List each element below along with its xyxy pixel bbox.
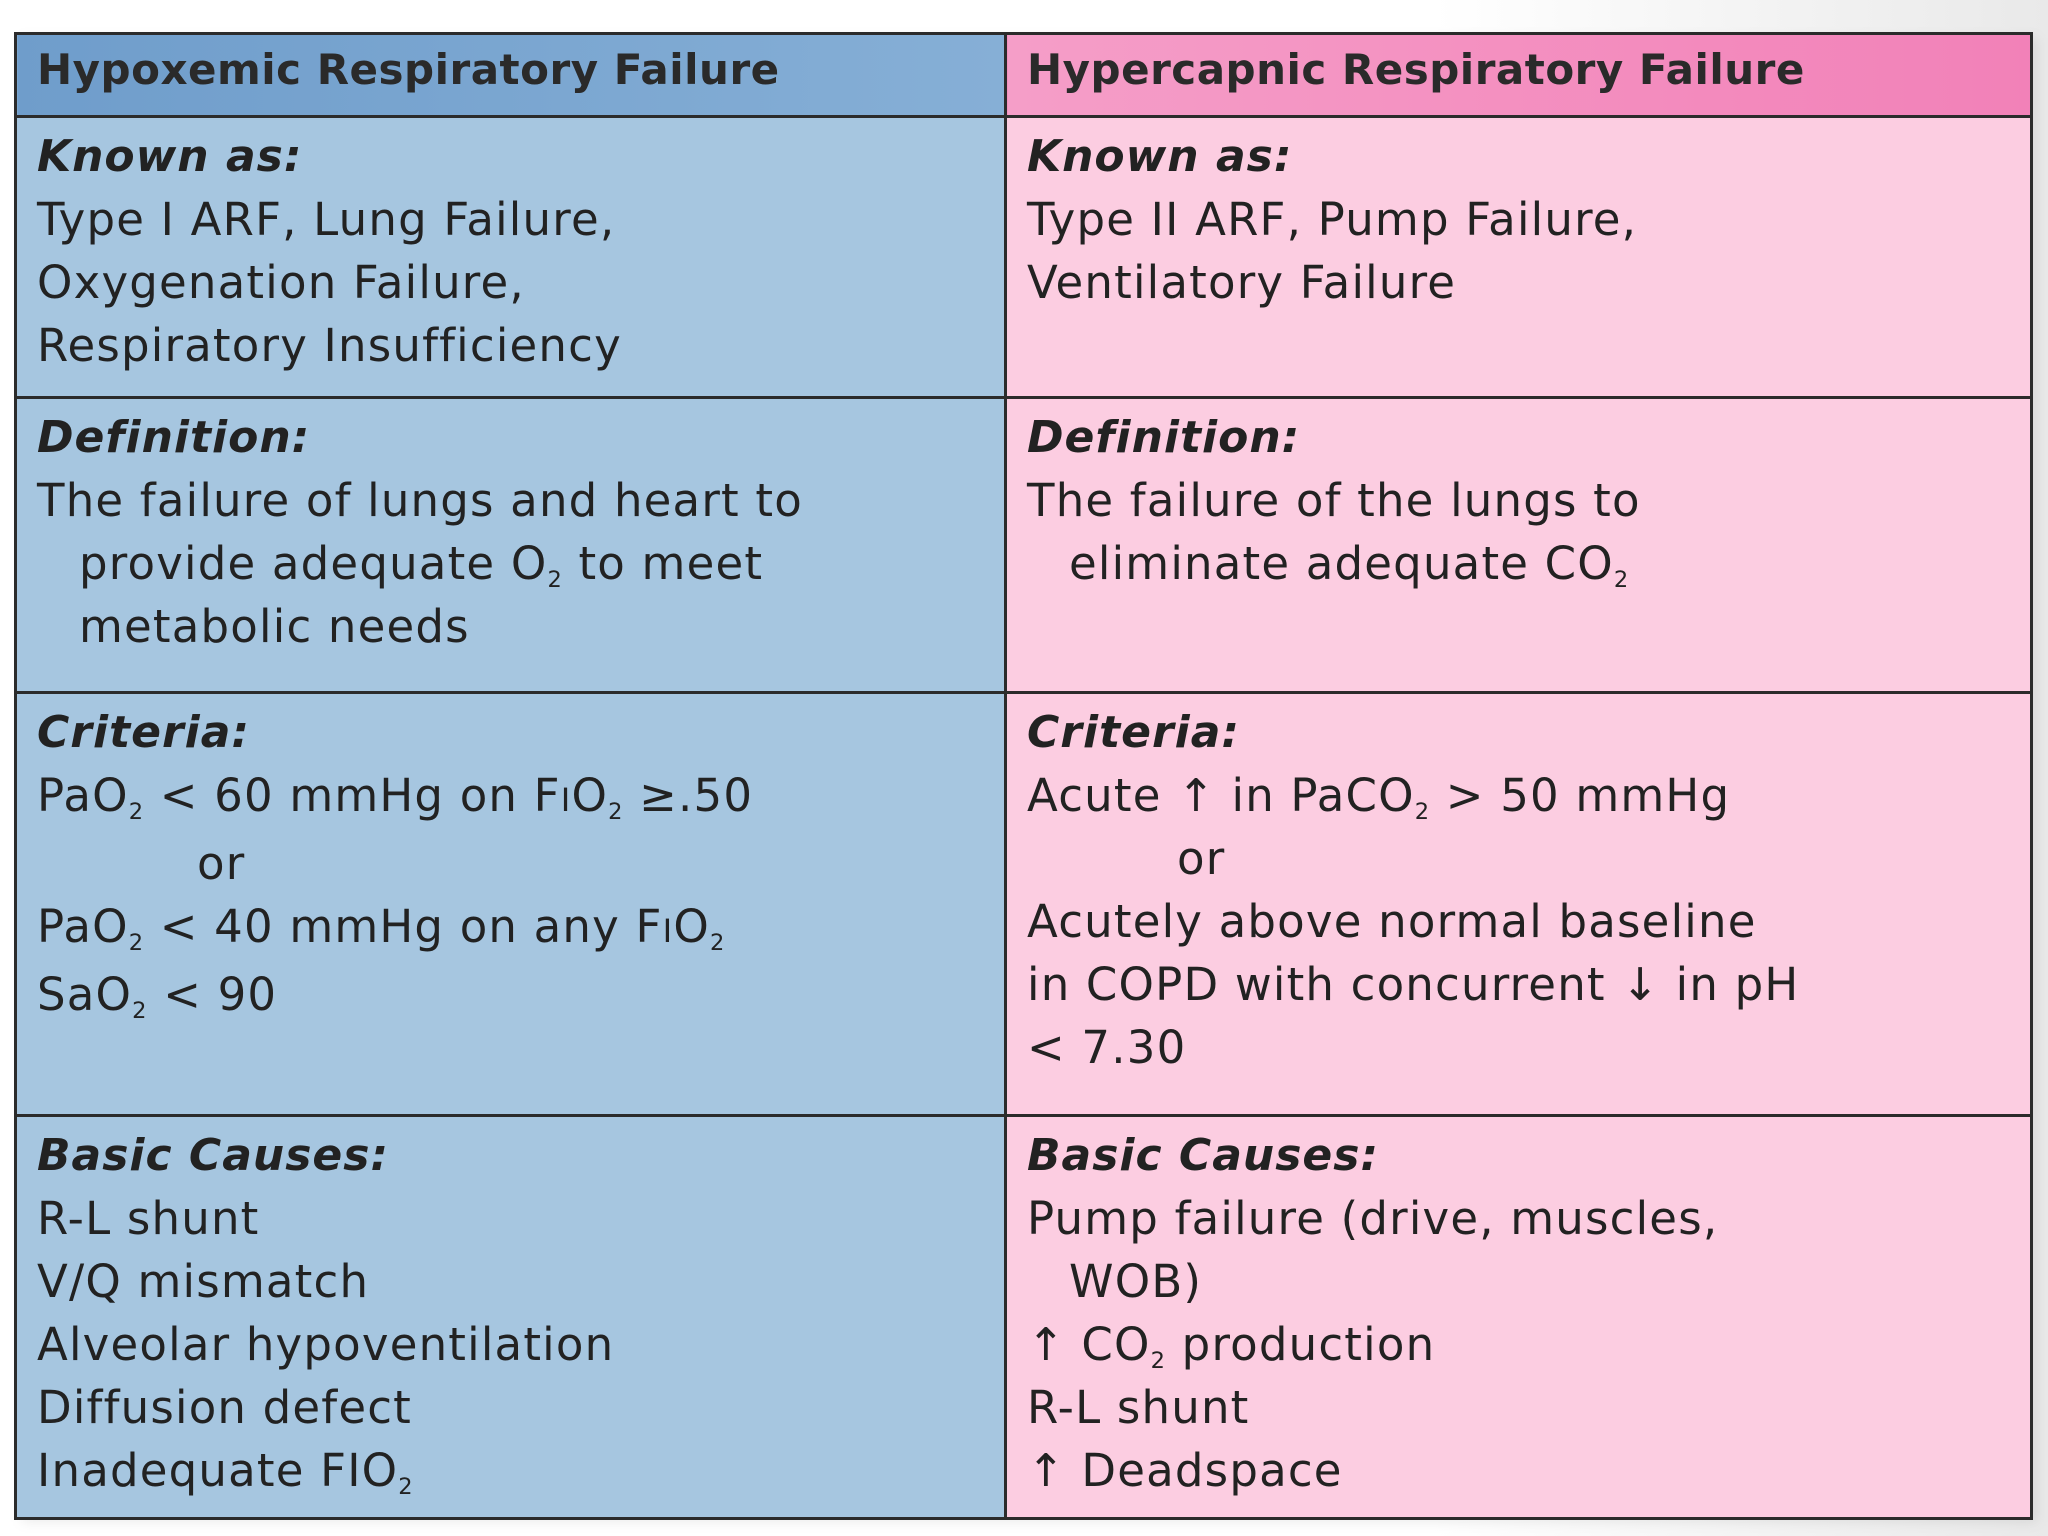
criteria-line: in COPD with concurrent ↓ in pH: [1027, 958, 1800, 1011]
criteria-line: Acutely above normal baseline: [1027, 895, 1757, 948]
table-row-definition: [16, 398, 2032, 693]
criteria-or: or: [197, 837, 246, 890]
cause-item: Pump failure (drive, muscles,: [1027, 1192, 1719, 1245]
criteria-line: < 7.30: [1027, 1021, 1187, 1074]
cause-item: R-L shunt: [37, 1192, 260, 1245]
cell-criteria-hypercapnic: [1006, 693, 2032, 1116]
header-hypoxemic: [16, 34, 1006, 117]
table-row-basic-causes: [16, 1116, 2032, 1519]
table-row-known-as: [16, 117, 2032, 398]
criteria-line: Acute ↑ in PaCO$_2$ > 50 mmHg: [1027, 769, 1731, 825]
header-row: [16, 34, 2032, 117]
criteria-line: SaO$_2$ < 90: [37, 968, 278, 1024]
known-as-line: Type II ARF, Pump Failure,: [1027, 193, 1638, 246]
criteria-line: PaO$_2$ < 60 mmHg on $FIO_2 \ge.50$: [37, 769, 754, 825]
cause-item: R-L shunt: [1027, 1381, 1250, 1434]
cause-item: ↑ $CO_2$ production: [1027, 1318, 1436, 1374]
respiratory-failure-comparison-table: [14, 32, 2033, 1520]
cell-known-as-hypercapnic: [1006, 117, 2032, 398]
known-as-label: Known as:: [1027, 131, 1293, 182]
known-as-line: Oxygenation Failure,: [37, 256, 525, 309]
table-row-criteria: [16, 693, 2032, 1116]
cell-causes-hypoxemic: [16, 1116, 1006, 1519]
definition-line: metabolic needs: [79, 600, 470, 653]
basic-causes-label: Basic Causes:: [37, 1130, 390, 1181]
definition-line: provide adequate $O_2$ to meet: [79, 537, 764, 593]
cell-causes-hypercapnic: [1006, 1116, 2032, 1519]
cause-item: WOB): [1069, 1255, 1203, 1308]
cause-item: Inadequate $FIO_2$: [37, 1444, 414, 1500]
cell-definition-hypoxemic: [16, 398, 1006, 693]
header-hypercapnic-label: Hypercapnic Respiratory Failure: [1027, 45, 1805, 94]
definition-line: eliminate adequate $CO_2$: [1069, 537, 1630, 593]
known-as-line: Ventilatory Failure: [1027, 256, 1457, 309]
known-as-line: Type I ARF, Lung Failure,: [37, 193, 616, 246]
criteria-line: PaO$_2$ < 40 mmHg on any $FIO_2$: [37, 900, 726, 956]
cause-item: V/Q mismatch: [37, 1255, 370, 1308]
definition-line: The failure of the lungs to: [1027, 474, 1641, 527]
basic-causes-label: Basic Causes:: [1027, 1130, 1380, 1181]
definition-line: The failure of lungs and heart to: [37, 474, 803, 527]
criteria-label: Criteria:: [1027, 707, 1241, 758]
cell-criteria-hypoxemic: [16, 693, 1006, 1116]
criteria-label: Criteria:: [37, 707, 251, 758]
definition-label: Definition:: [37, 412, 311, 463]
criteria-or: or: [1177, 832, 1226, 885]
definition-label: Definition:: [1027, 412, 1301, 463]
cause-item: Alveolar hypoventilation: [37, 1318, 615, 1371]
known-as-line: Respiratory Insufficiency: [37, 319, 622, 372]
cause-item: ↑ Deadspace: [1027, 1444, 1343, 1497]
cell-known-as-hypoxemic: [16, 117, 1006, 398]
cell-definition-hypercapnic: [1006, 398, 2032, 693]
known-as-label: Known as:: [37, 131, 303, 182]
header-hypoxemic-label: Hypoxemic Respiratory Failure: [37, 45, 780, 94]
cause-item: Diffusion defect: [37, 1381, 413, 1434]
header-hypercapnic: [1006, 34, 2032, 117]
